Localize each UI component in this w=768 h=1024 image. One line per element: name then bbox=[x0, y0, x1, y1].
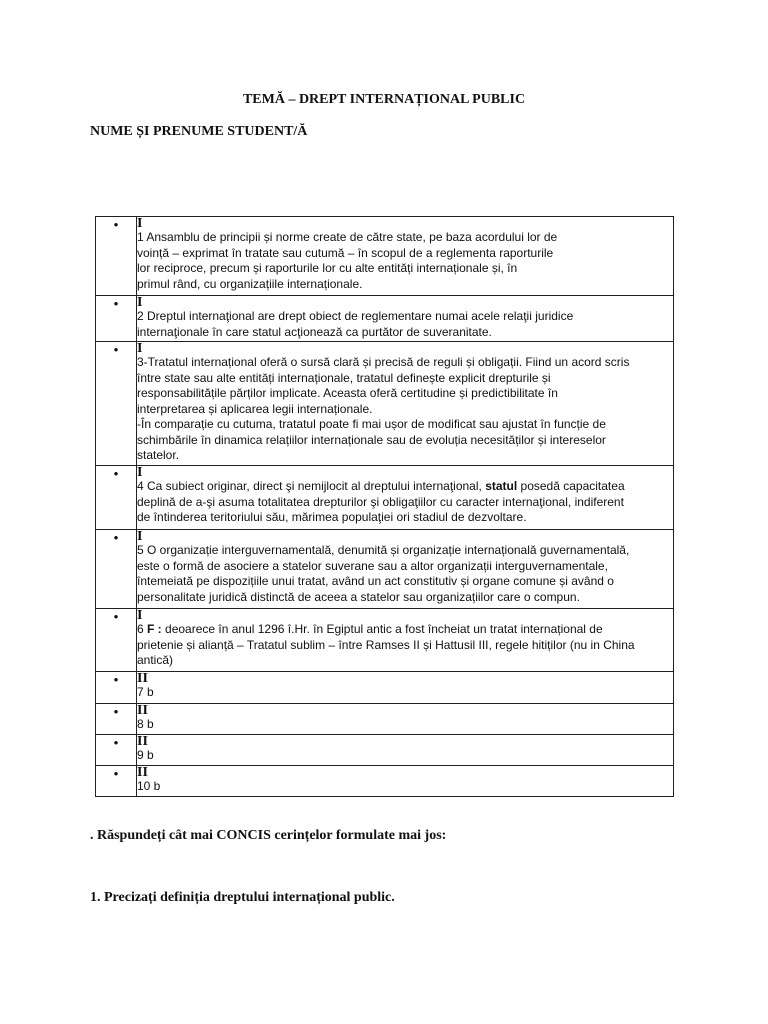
section-label: I bbox=[137, 529, 143, 544]
answer-text-part: 4 Ca subiect originar, direct şi nemijlocit al dreptului internaţional, bbox=[137, 479, 486, 493]
table-row bbox=[96, 672, 674, 704]
table-row bbox=[96, 735, 674, 766]
answer-text-part: deoarece în anul 1296 î.Hr. în Egiptul antic a fost încheiat un tratat internațional de prietenie și alianță – Tratatul sublim – între Ramses II și Hattusil III, regele hitiților (nu in China antică) bbox=[137, 622, 635, 667]
table-row bbox=[96, 609, 674, 672]
answer-text bbox=[137, 479, 673, 526]
table-row bbox=[96, 296, 674, 342]
section-label: II bbox=[137, 703, 148, 718]
bullet-cell bbox=[96, 766, 137, 797]
section-label: I bbox=[137, 341, 143, 356]
answer-emphasis: F : bbox=[147, 622, 162, 636]
bullet-icon: • bbox=[113, 342, 119, 357]
answer-text: 8 b bbox=[137, 717, 154, 731]
bullet-icon: • bbox=[113, 704, 119, 719]
content-cell bbox=[137, 217, 674, 296]
bullet-icon: • bbox=[113, 609, 119, 624]
bullet-icon: • bbox=[113, 672, 119, 687]
content-cell bbox=[137, 342, 674, 466]
bullet-cell bbox=[96, 217, 137, 296]
answer-text bbox=[137, 622, 673, 669]
content-cell bbox=[137, 766, 674, 797]
section-label: I bbox=[137, 216, 143, 231]
section-label: II bbox=[137, 765, 148, 780]
table-row bbox=[96, 766, 674, 797]
bullet-cell bbox=[96, 609, 137, 672]
content-cell bbox=[137, 672, 674, 704]
section-label: II bbox=[137, 734, 148, 749]
content-cell bbox=[137, 296, 674, 342]
bullet-icon: • bbox=[113, 296, 119, 311]
bullet-icon: • bbox=[113, 466, 119, 481]
answer-text-part: 6 bbox=[137, 622, 148, 636]
question-1: 1. Precizați definiția dreptului internațional public. bbox=[90, 890, 395, 905]
answer-text: 7 b bbox=[137, 685, 154, 699]
content-cell bbox=[137, 735, 674, 766]
instruction-text: . Răspundeți cât mai CONCIS cerințelor formulate mai jos: bbox=[90, 828, 447, 843]
answer-text: 5 O organizație interguvernamentală, denumită și organizație internațională guvernamentală, este o formă de asociere a statelor suverane sau a altor organizații interguvernamentale, întemeiată pe dispozițiile unui tratat, având un act constitutiv și organe comune și având o personalitate juridică distinctă de aceea a statelor sau organizațiilor care o compun. bbox=[137, 543, 630, 604]
bullet-icon: • bbox=[113, 735, 119, 750]
answer-text-part: posedă capacitatea deplină de a-şi asuma totalitatea drepturilor şi obligaţiilor cu caracter internaţional, indiferent de întinderea teritoriului său, mărimea populaţiei ori stadiul de dezvoltare. bbox=[137, 479, 625, 524]
content-cell bbox=[137, 466, 674, 530]
student-name-label: NUME ȘI PRENUME STUDENT/Ă bbox=[90, 124, 308, 139]
table-row bbox=[96, 217, 674, 296]
table-row bbox=[96, 530, 674, 609]
bullet-cell bbox=[96, 342, 137, 466]
table-row bbox=[96, 342, 674, 466]
section-label: I bbox=[137, 608, 143, 623]
bullet-icon: • bbox=[113, 530, 119, 545]
section-label: I bbox=[137, 295, 143, 310]
bullet-cell bbox=[96, 672, 137, 704]
answer-text: 9 b bbox=[137, 748, 154, 762]
answer-text: 2 Dreptul internaţional are drept obiect de reglementare numai acele relaţii juridice internaţionale în care statul acţionează ca purtător de suveranitate. bbox=[137, 309, 574, 339]
content-cell bbox=[137, 530, 674, 609]
answer-emphasis: statul bbox=[485, 479, 518, 493]
bullet-cell bbox=[96, 530, 137, 609]
answer-text: 3-Tratatul internațional oferă o sursă clară și precisă de reguli și obligații. Fiind un acord scris între state sau alte entități internaționale, tratatul definește explicit drepturile și responsabilitățile părților implicate. Aceasta oferă certitudine și predictibilitate în interpretarea și aplicarea legii internaționale. -În comparație cu cutuma, tratatul poate fi mai ușor de modificat sau ajustat în funcție de schimbările în dinamica relațiilor internaționale sau de evoluția necesităților și intereselor statelor. bbox=[137, 355, 630, 462]
answer-text: 1 Ansamblu de principii și norme create de către state, pe baza acordului lor de voință – exprimat în tratate sau cutumă – în scopul de a reglementa raporturile lor reciproce, precum și raporturile lor cu alte entități internaționale și, în primul rând, cu organizațiile internaționale. bbox=[137, 230, 558, 291]
answers-table bbox=[95, 216, 674, 797]
content-cell bbox=[137, 704, 674, 735]
bullet-icon: • bbox=[113, 766, 119, 781]
section-label: II bbox=[137, 671, 148, 686]
bullet-icon: • bbox=[113, 217, 119, 232]
section-label: I bbox=[137, 465, 143, 480]
bullet-cell bbox=[96, 704, 137, 735]
table-row bbox=[96, 704, 674, 735]
document-title: TEMĂ – DREPT INTERNAȚIONAL PUBLIC bbox=[242, 92, 526, 107]
bullet-cell bbox=[96, 735, 137, 766]
answer-text: 10 b bbox=[137, 779, 161, 793]
bullet-cell bbox=[96, 296, 137, 342]
bullet-cell bbox=[96, 466, 137, 530]
content-cell bbox=[137, 609, 674, 672]
table-row bbox=[96, 466, 674, 530]
